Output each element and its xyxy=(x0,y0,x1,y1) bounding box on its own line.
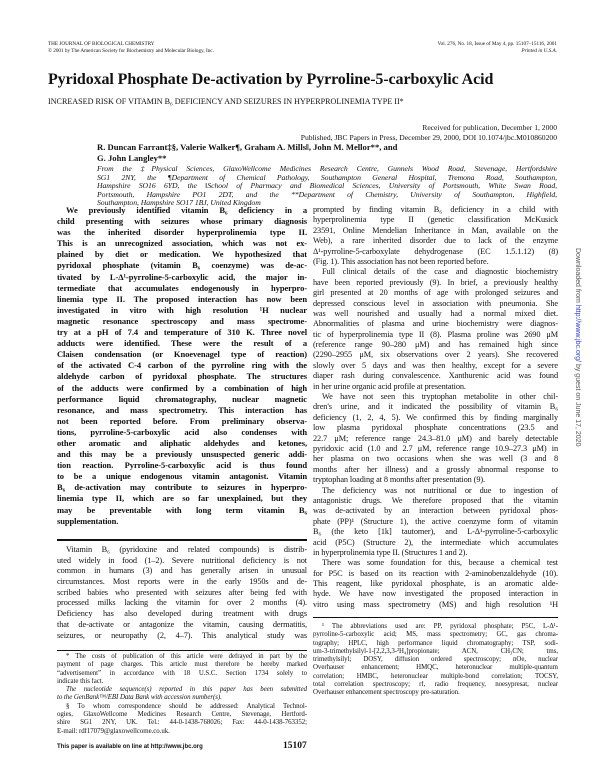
text-line: dren's urine, and it indicated the possibility of vitamin B₆ xyxy=(313,402,558,412)
text-line: processed milks lacking the vitamin for over 2 months (4). xyxy=(57,598,307,608)
text-line: linemia type II. The proposed interaction has now been xyxy=(57,293,307,304)
text-line: (Fig. 1). This association has not been reported before. xyxy=(313,256,489,266)
text-line: The nucleotide sequence(s) reported in this paper has been submitted xyxy=(66,686,307,694)
text-line: trimethylsilyl; DOSY, diffusion ordered spectroscopy; nOe, nuclear xyxy=(313,656,558,664)
text-line: scribed babies who presented with seizures after being fed with xyxy=(57,587,307,597)
text-line: slowly over 5 days and was then healthy, except for a severe xyxy=(313,360,558,370)
download-watermark xyxy=(574,248,581,446)
text-line: E-mail: rdf17079@glaxowellcome.co.uk. xyxy=(57,727,170,735)
text-line: have been reported previously (9). In brief, a previously healthy xyxy=(313,277,558,287)
footnotes-right xyxy=(313,623,558,698)
abstract-divider xyxy=(57,539,307,541)
text-line: common in humans (3) and has generally arisen in unusual xyxy=(57,566,307,576)
text-line: of the activated C-4 carbon of the pyrroline ring with the xyxy=(57,360,307,371)
text-line: tivated by L-Δ¹-pyrroline-5-carboxylic acid, the major in- xyxy=(57,271,307,282)
text-line: resonance, and mass spectrometry. This interaction has xyxy=(57,404,307,415)
text-line: in her urine organic acid profile at presentation. xyxy=(313,381,466,391)
text-line: acid (P5C) (Structure 2), the intermediate which accumulates xyxy=(313,537,558,547)
text-line: girl presented at 20 months of age with prolonged seizures and xyxy=(313,288,558,298)
text-line: circumstances. Most reports were in the early 1950s and de- xyxy=(57,577,307,587)
text-line: “advertisement” in accordance with 18 U.S.C. Section 1734 solely to xyxy=(57,669,307,677)
text-line: tography; HPLC, high performance liquid chromatography; TSP, sodi- xyxy=(313,639,558,647)
text-line: that de-activate or antagonize the vitamin, causing dermatitis, xyxy=(57,619,307,629)
text-line: depressed conscious level in association with pneumonia. She xyxy=(313,298,558,308)
text-line: B₆ de-activation may contribute to seizures in hyperpro- xyxy=(57,482,307,493)
text-line: Overhauser enhancement spectroscopy pre-saturation. xyxy=(313,689,460,697)
journal-name: THE JOURNAL OF BIOLOGICAL CHEMISTRY xyxy=(48,41,155,47)
printed-in: Printed in U.S.A. xyxy=(521,47,557,54)
text-line: try at a pH of 7.4 and temperature of 310 K. Three novel xyxy=(57,327,307,338)
text-line: um-3-trimethylsilyl-1-[2,2,3,3-²H₄]propionate; ACN, CH₃CN; tms, xyxy=(313,647,558,655)
text-line: hyperprolinemia type II (genetic classification McKusick xyxy=(313,215,558,225)
text-line: for P5C is based on its reaction with 2-aminobenzaldehyde (10). xyxy=(313,568,558,578)
text-line: not been reported before. From preliminary observa- xyxy=(57,415,307,426)
text-line: of the adducts were confirmed by a combination of high xyxy=(57,382,307,393)
text-line: was well nourished and usually had a normal mixed diet. xyxy=(313,308,558,318)
text-line: deficiency (1, 2, 4, 5). We confirmed this by finding marginally xyxy=(313,412,558,422)
text-line: ¹ The abbreviations used are: PP, pyridoxal phosphate; P5C, L-Δ¹- xyxy=(322,623,558,630)
text-line: 22.7 μM; reference range 24.3–81.0 μM) and barely detectable xyxy=(313,433,558,443)
footnotes-left xyxy=(57,653,307,736)
author-list xyxy=(97,142,397,164)
text-line: hyde. We have now investigated the proposed interaction in xyxy=(313,589,558,599)
text-line: other aromatic and aliphatic aldehydes and ketones, xyxy=(57,437,307,448)
text-line: linemia type II, which are so far unexplained, but they xyxy=(57,493,307,504)
volume-info: Vol. 276, No. 18, Issue of May 4, pp. 15107–15116, 2001 xyxy=(437,41,557,47)
text-line: pyridoxal phosphate (vitamin B₆ coenzyme) was de-ac- xyxy=(57,260,307,271)
text-line: This is an unrecognized association, which was not ex- xyxy=(57,238,307,249)
journal-header xyxy=(48,41,214,54)
text-line: phate (PP)¹ (Structure 1), the active coenzyme form of vitamin xyxy=(313,516,558,526)
text-line: prompted by finding vitamin B₆ deficiency in a child with xyxy=(313,205,558,214)
text-line: uted widely in food (1–2). Severe nutritional deficiency is not xyxy=(57,555,307,565)
text-line: Overhauser enhancement; HMQC, heteronuclear multiple-quantum xyxy=(313,664,558,672)
text-line: indicate this fact. xyxy=(57,677,104,685)
text-line: Deficiency has also developed during treatment with drugs xyxy=(57,609,307,619)
text-line: Portsmouth, Hampshire PO1 2DT, and the **Department of Chemistry, University of Southampton, Highfield, xyxy=(97,190,557,199)
text-line: adducts were identified. These were the result of a xyxy=(57,338,307,349)
text-line: was the inherited disorder hyperprolinemia type II. xyxy=(57,227,307,238)
text-line: B₆ (the keto [1k] tautomer), and L-Δ¹-pyrroline-5-carboxylic xyxy=(313,527,558,537)
text-line: to be a unique endogenous vitamin antagonist. Vitamin xyxy=(57,471,307,482)
text-line: was de-activated by an interaction between pyridoxal phos- xyxy=(313,506,558,516)
copyright: © 2001 by The American Society for Biochemistry and Molecular Biology, Inc. xyxy=(48,47,214,54)
text-line: magnetic resonance spectroscopy and mass spectrome- xyxy=(57,315,307,326)
publication-dates xyxy=(301,123,557,143)
text-line: pyridoxic acid (1.0 and 2.7 μM, reference range 10.9–27.3 μM) in xyxy=(313,443,558,453)
text-line: plained by diet or medication. We hypothesized that xyxy=(57,249,307,260)
text-line: Claisen condensation (or Knoevenagel type of reaction) xyxy=(57,349,307,360)
text-line: Full clinical details of the case and diagnostic biochemistry xyxy=(322,267,558,277)
page-number: 15107 xyxy=(283,741,307,751)
text-line: Vitamin B₆ (pyridoxine and related compounds) is distrib- xyxy=(66,545,307,554)
text-line: shire SG1 2NY, UK. Tel.: 44-0-1438-768026; Fax: 44-0-1438-763352; xyxy=(57,719,307,727)
text-line: months after her illness) and a grossly abnormal response to xyxy=(313,464,558,474)
text-line: may be preventable with long term vitamin B₆ xyxy=(57,504,307,515)
text-line: antagonistic drugs. We therefore proposed that the vitamin xyxy=(313,495,558,505)
download-suffix: by guest on June 17, 2020 xyxy=(574,362,581,447)
text-line: termediate that accumulates endogenously in hyperpro- xyxy=(57,282,307,293)
abstract xyxy=(57,205,307,527)
text-line: Southampton, Hampshire SO17 1BJ, United Kingdom xyxy=(97,199,261,208)
text-line: and this may be a previously unsuspected generic addi- xyxy=(57,449,307,460)
text-line: § To whom correspondence should be addressed: Analytical Technol- xyxy=(66,702,307,710)
text-line: (2290–2955 μM, six observations over 2 years). She recovered xyxy=(313,350,558,360)
text-line: We previously identified vitamin B₆ deficiency in a xyxy=(66,205,307,215)
text-line: From the ‡Physical Sciences, GlaxoWellcome Medicines Research Centre, Gunnels Wood Road, Stevenage, Hertfordshire xyxy=(97,165,557,173)
published-date: Published, JBC Papers in Press, December 29, 2000, DOI 10.1074/jbc.M010860200 xyxy=(300,133,557,142)
text-line: pyrroline-5-carboxylic acid; MS, mass spectrometry; GC, gas chroma- xyxy=(313,631,558,639)
text-line: SG1 2NY, the ¶Department of Chemical Pathology, Southampton General Hospital, Tremona Road, Southampton, xyxy=(97,173,557,182)
footnote-divider-right xyxy=(313,617,558,618)
availability-note: This paper is available on line at http://www.jbc.org xyxy=(57,744,203,750)
article-subtitle: INCREASED RISK OF VITAMIN B₆ DEFICIENCY AND SEIZURES IN HYPERPROLINEMIA TYPE II* xyxy=(48,97,404,106)
text-line: in hyperprolinemia type II. (Structures 1 and 2). xyxy=(313,547,468,557)
text-line: tic of hyperprolinemia type II (8). Plasma proline was 2690 μM xyxy=(313,329,558,339)
text-line: vitro using mass spectrometry (MS) and high resolution ¹H xyxy=(313,599,558,609)
introduction-text xyxy=(57,545,307,641)
authors-line: G. John Langley** xyxy=(97,153,167,163)
text-line: ogies, GlaxoWellcome Medicines Research Centre, Stevenage, Hertford- xyxy=(57,711,307,719)
text-line: her plasma on two occasions when she was well (3 and 8 xyxy=(313,454,558,464)
text-line: total correlation spectroscopy; rf, radio frequency, noesypresat, nuclear xyxy=(313,681,558,689)
affiliations xyxy=(97,165,557,208)
text-line: correlation; HMBC, heteronuclear multiple-bond correlation; TOCSY, xyxy=(313,672,558,680)
text-line: investigated in vitro with high resolution ¹H nuclear xyxy=(57,304,307,315)
article-title: Pyridoxal Phosphate De-activation by Pyrroline-5-carboxylic Acid xyxy=(48,71,494,88)
text-line: payment of page charges. This article must therefore be hereby marked xyxy=(57,661,307,669)
text-line: tions, pyrroline-5-carboxylic acid also condenses with xyxy=(57,426,307,437)
text-line: There was some foundation for this, because a chemical test xyxy=(322,558,558,568)
received-date: Received for publication, December 1, 2000 xyxy=(422,123,557,132)
text-line: child presenting with seizures whose primary diagnosis xyxy=(57,216,307,227)
text-line: Web), a rare inherited disorder due to lack of the enzyme xyxy=(313,236,558,246)
text-line: Hampshire SO16 6YD, the ‖School of Pharmacy and Biomedical Sciences, University of Portsmouth, White Swan Road, xyxy=(97,182,557,191)
text-line: performance liquid chromatography, nuclear magnetic xyxy=(57,393,307,404)
text-line: * The costs of publication of this article were defrayed in part by the xyxy=(66,653,307,660)
jbc-link[interactable]: http://www.jbc.org/ xyxy=(574,304,581,363)
text-line: tryptophan loading at 8 months after presentation (9). xyxy=(313,475,486,485)
text-line: low plasma pyridoxal phosphate concentrations (23.5 and xyxy=(313,423,558,433)
authors-line: R. Duncan Farrant‡§, Valerie Walker¶, Graham A. Mills‖, John M. Mellor**, and xyxy=(97,142,398,152)
text-line: to the GenBank™/EBI Data Bank with accession number(s). xyxy=(57,694,222,702)
text-line: The deficiency was not nutritional or due to ingestion of xyxy=(322,485,558,495)
text-line: tion reaction. Pyrroline-5-carboxylic acid is thus found xyxy=(57,460,307,471)
right-column-text xyxy=(313,205,558,610)
text-line: Δ¹-pyrroline-5-carboxylate dehydrogenase (EC 1.5.1.12) (8) xyxy=(313,246,558,256)
text-line: seizures, or neuropathy (2, 4–7). This analytical study was xyxy=(57,630,307,640)
text-line: This reagent, like pyridoxal phosphate, is an aromatic alde- xyxy=(313,579,558,589)
text-line: We have not seen this tryptophan metabolite in other chil- xyxy=(322,392,558,402)
text-line: 23591, Online Mendelian Inheritance in Man, available on the xyxy=(313,225,558,235)
text-line: (reference range 90–280 μM) and has remained high since xyxy=(313,340,558,350)
footnote-divider-left xyxy=(57,650,307,651)
issue-info xyxy=(438,41,557,54)
text-line: aldehyde carbon of pyridoxal phosphate. The structures xyxy=(57,371,307,382)
text-line: diaper rash during convalescence. Xanthurenic acid was found xyxy=(313,371,558,381)
download-prefix: Downloaded from xyxy=(574,248,581,305)
text-line: supplementation. xyxy=(57,515,119,526)
text-line: Abnormalities of plasma and urine biochemistry were diagnos- xyxy=(313,319,558,329)
